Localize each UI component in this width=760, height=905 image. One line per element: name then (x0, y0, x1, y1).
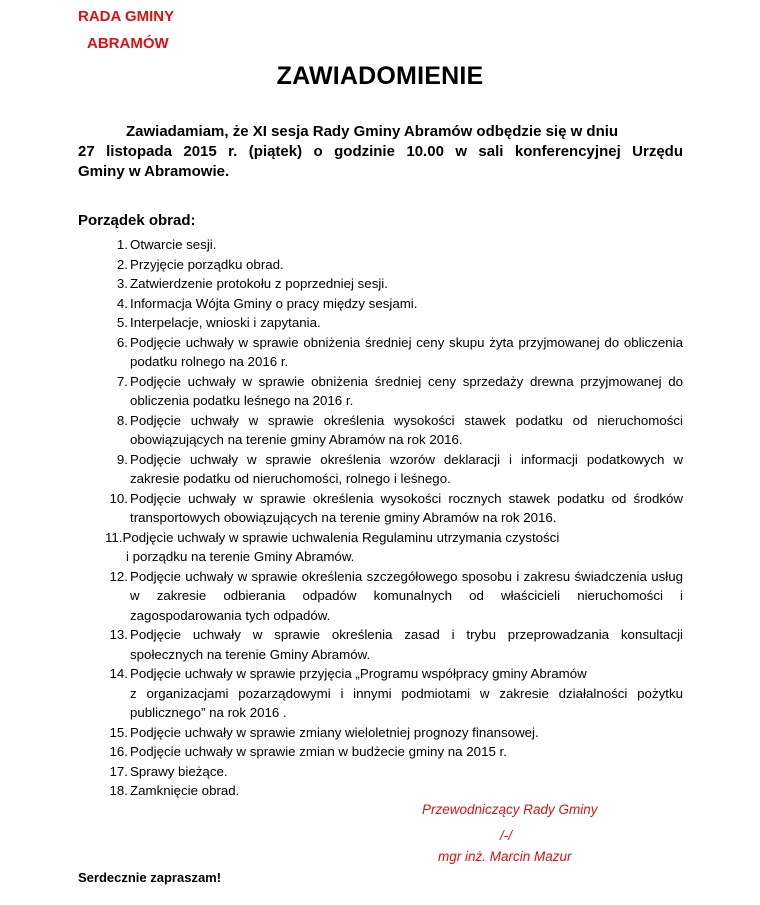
agenda-item (100, 255, 683, 275)
agenda-item (100, 372, 683, 411)
agenda-item (100, 664, 683, 723)
item-number: 11. (105, 529, 123, 545)
agenda-item (100, 625, 683, 664)
item-number: 12. (109, 568, 128, 584)
agenda-item (100, 781, 683, 801)
item-number: 15. (109, 724, 128, 740)
item-text: Zatwierdzenie protokołu z poprzedniej sesji. (130, 276, 388, 291)
item-number: 4. (116, 295, 128, 311)
agenda-item (100, 333, 683, 372)
item-text: Podjęcie uchwały w sprawie obniżenia średniej ceny sprzedaży drewna przyjmowanej do obliczenia podatku leśnego na 2016 r. (130, 373, 683, 408)
intro-paragraph (78, 122, 683, 182)
item-text: Sprawy bieżące. (130, 763, 228, 779)
item-number: 3. (116, 276, 128, 291)
item-text: Podjęcie uchwały w sprawie zmian w budżecie gminy na 2015 r. (130, 744, 507, 759)
intro-line: Gminy w Abramowie. (78, 163, 230, 180)
item-text: i porządku na terenie Gminy Abramów. (126, 549, 355, 564)
agenda-item (100, 450, 683, 489)
signature-role: Przewodniczący Rady Gminy (422, 802, 598, 817)
intro-line: Zawiadamiam, że XI sesja Rady Gminy Abramów odbędzie się w dniu (126, 123, 619, 140)
org-name-line1: RADA GMINY (78, 8, 175, 25)
document-title: ZAWIADOMIENIE (276, 62, 484, 90)
item-text: Przyjęcie porządku obrad. (130, 256, 284, 272)
agenda-item (100, 411, 683, 450)
agenda-item (100, 294, 683, 314)
item-number: 17. (109, 763, 128, 779)
agenda-item (100, 313, 683, 333)
item-text: Podjęcie uchwały w sprawie określenia wysokości stawek podatku od nieruchomości obowiązujących na terenie gminy Abramów na rok 2016. (130, 412, 683, 447)
agenda-item (100, 567, 683, 626)
item-number: 10. (109, 490, 128, 506)
item-text: Zamknięcie obrad. (130, 783, 240, 798)
item-number: 8. (116, 412, 128, 428)
item-text: Otwarcie sesji. (130, 237, 217, 252)
item-text: Podjęcie uchwały w sprawie określenia wzorów deklaracji i informacji podatkowych w zakresie podatku od nieruchomości, rolnego i leśnego. (130, 451, 683, 486)
item-number: 14. (109, 666, 128, 681)
item-text: Podjęcie uchwały w sprawie uchwalenia Regulaminu utrzymania czystości (122, 529, 560, 545)
item-text: Podjęcie uchwały w sprawie zmiany wieloletniej prognozy finansowej. (130, 724, 539, 740)
item-number: 2. (116, 256, 128, 272)
item-text: Podjęcie uchwały w sprawie przyjęcia „Programu współpracy gminy Abramów (130, 666, 587, 681)
agenda-item (100, 528, 683, 567)
item-number: 16. (109, 744, 128, 759)
closing-text: Serdecznie zapraszam! (78, 870, 222, 885)
item-text: z organizacjami pozarządowymi i innymi podmiotami w zakresie działalności pożytku publicznego” na rok 2016 . (130, 685, 683, 720)
item-number: 18. (109, 783, 128, 798)
item-text: Podjęcie uchwały w sprawie obniżenia średniej ceny skupu żyta przyjmowanej do obliczenia podatku rolnego na 2016 r. (130, 334, 683, 369)
agenda-heading: Porządek obrad: (78, 212, 196, 229)
signature-mark: /-/ (500, 828, 512, 843)
item-number: 6. (116, 334, 128, 350)
agenda-list (100, 235, 683, 801)
item-text: Informacja Wójta Gminy o pracy między sesjami. (130, 295, 418, 311)
agenda-item (100, 489, 683, 528)
item-text: Podjęcie uchwały w sprawie określenia wysokości rocznych stawek podatku od środków transportowych obowiązujących na terenie gminy Abramów na rok 2016. (130, 490, 683, 525)
signature-name: mgr inż. Marcin Mazur (438, 849, 572, 864)
item-text: Podjęcie uchwały w sprawie określenia szczegółowego sposobu i zakresu świadczenia usług w zakresie odbierania odpadów komunalnych od właścicieli nieruchomości i zagospodarowania tych odpadów. (130, 568, 683, 623)
agenda-item (100, 762, 683, 782)
item-number: 9. (116, 451, 128, 467)
agenda-item (100, 235, 683, 255)
item-number: 7. (116, 373, 128, 389)
intro-line: 27 listopada 2015 r. (piątek) o godzinie 10.00 w sali konferencyjnej Urzędu (78, 143, 683, 160)
item-number: 13. (109, 627, 128, 642)
item-number: 1. (116, 237, 128, 252)
org-name-line2: ABRAMÓW (87, 35, 169, 52)
item-text: Interpelacje, wnioski i zapytania. (130, 315, 321, 330)
agenda-item (100, 274, 683, 294)
item-text: Podjęcie uchwały w sprawie określenia zasad i trybu przeprowadzania konsultacji społecznych na terenie Gminy Abramów. (130, 627, 683, 662)
agenda-item (100, 723, 683, 743)
item-number: 5. (116, 315, 128, 330)
agenda-item (100, 742, 683, 762)
